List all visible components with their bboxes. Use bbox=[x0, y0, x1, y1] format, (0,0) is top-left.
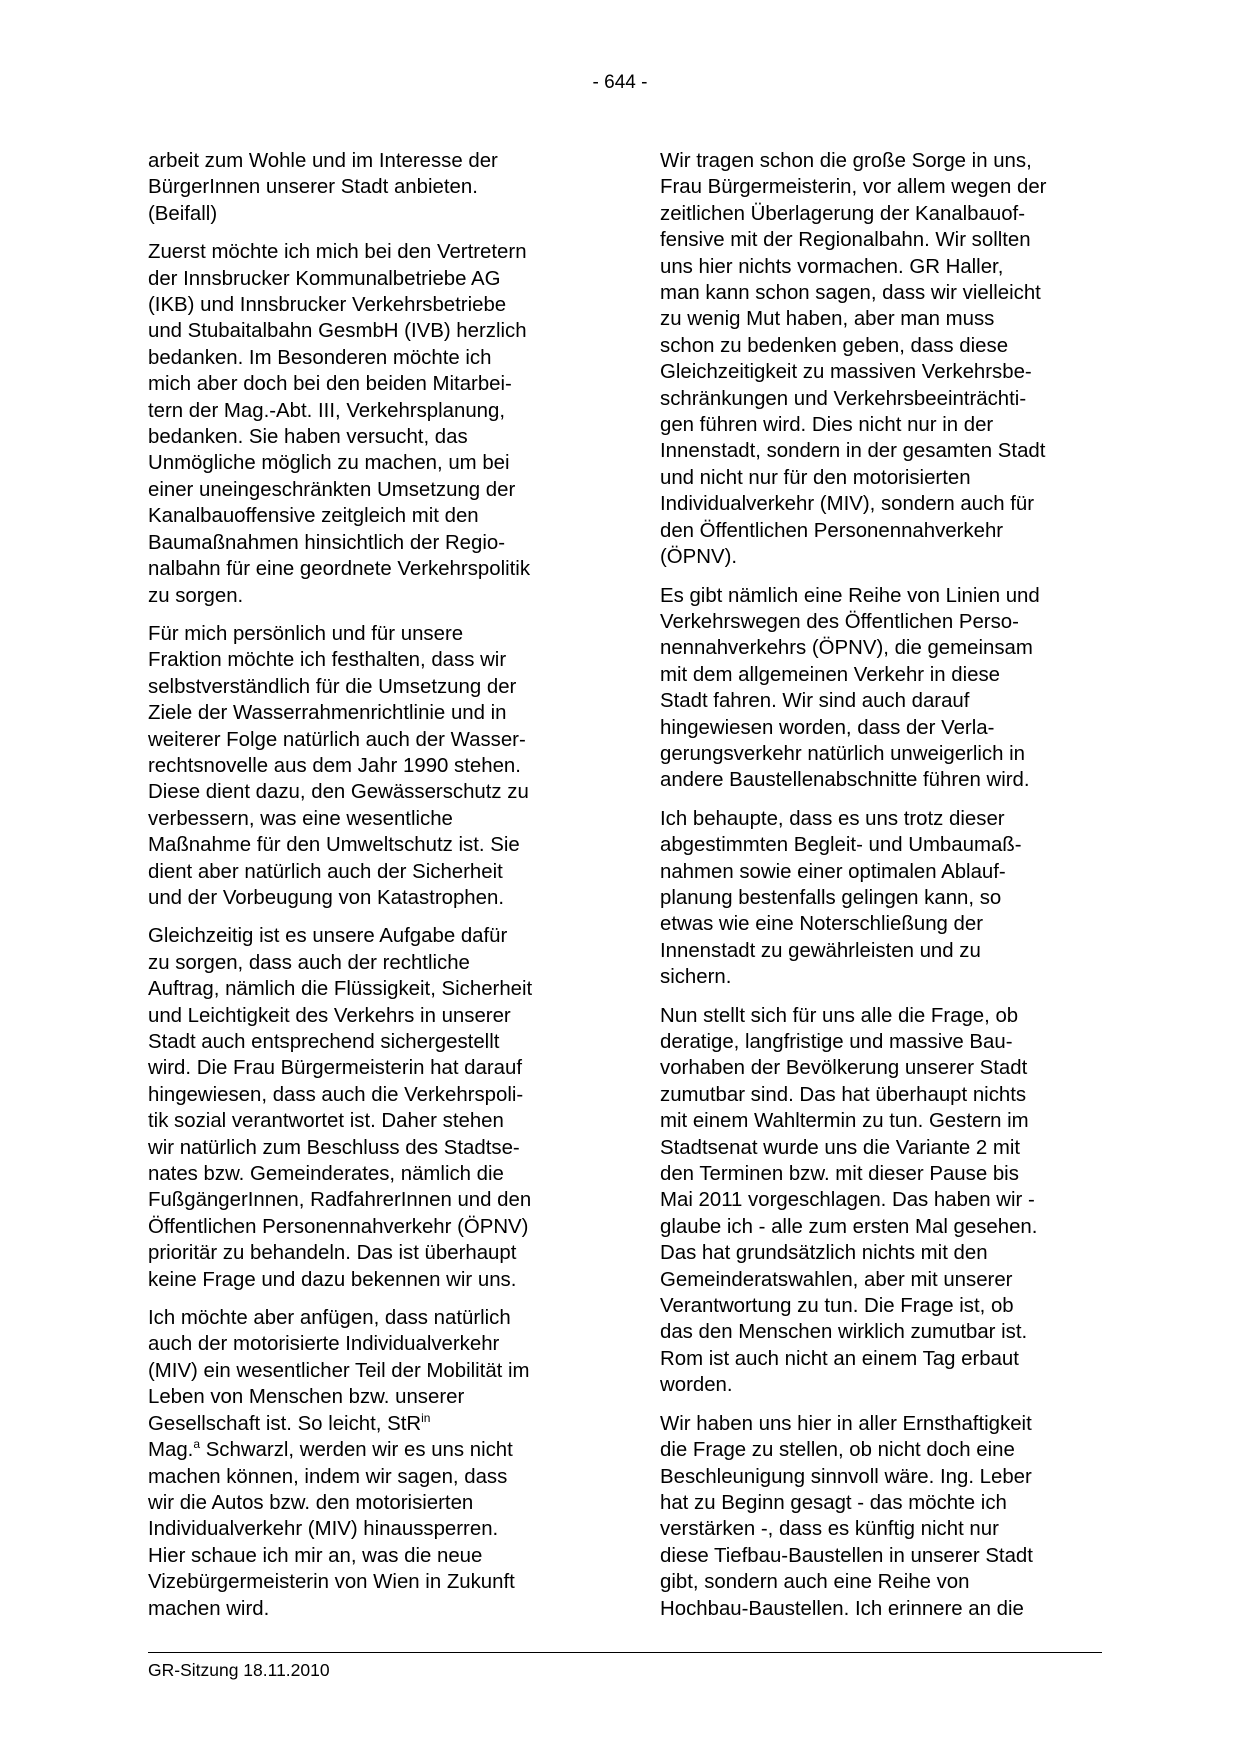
right-paragraph-4: Nun stellt sich für uns alle die Frage, ob deratige, langfristige und massive Bau- vorhaben der Bevölkerung unserer Stadt zumutbar sind. Das hat überhaupt nichts mit einem Wahltermin zu tun. Gestern im Stadtsenat wurde uns die Variante 2 mit den Terminen bzw. mit dieser Pause bis Mai 2011 vorgeschlagen. Das haben wir - glaube ich - alle zum ersten Mal gesehen. Das hat grundsätzlich nichts mit den Gemeinderatswahlen, aber mit unserer Verantwortung zu tun. Die Frage ist, ob das den Menschen wirklich zumutbar ist. Rom ist auch nicht an einem Tag erbaut worden. bbox=[660, 1004, 1038, 1397]
right-paragraph-1: Wir tragen schon die große Sorge in uns, Frau Bürgermeisterin, vor allem wegen der zeitlichen Überlagerung der Kanalbauof- fensive mit der Regionalbahn. Wir sollten uns hier nichts vormachen. GR Haller, man kann schon sagen, dass wir vielleicht zu wenig Mut haben, aber man muss schon zu bedenken geben, dass diese Gleichzeitigkeit zu massiven Verkehrsbe- schränkungen und Verkehrsbeeinträchti- gen führen wird. Dies nicht nur in der Innenstadt, sondern in der gesamten Stadt und nicht nur für den motorisierten Individualverkehr (MIV), sondern auch für den Öffentlichen Personennahverkehr (ÖPNV). bbox=[660, 150, 1047, 569]
superscript-in: in bbox=[421, 1410, 431, 1425]
left-paragraph-5-part-b: Mag. bbox=[148, 1439, 194, 1462]
left-paragraph-4: Gleichzeitig ist es unsere Aufgabe dafür zu sorgen, dass auch der rechtliche Auftrag, nämlich die Flüssigkeit, Sicherheit und Leichtigkeit des Verkehrs in unserer Stadt auch entsprechend sichergestellt wird. Die Frau Bürgermeisterin hat darauf hingewiesen, dass auch die Verkehrspoli- tik sozial verantwortet ist. Daher stehen wir natürlich zum Beschluss des Stadtse- nates bzw. Gemeinderates, nämlich die FußgängerInnen, RadfahrerInnen und den Öffentlichen Personennahverkehr (ÖPNV) prioritär zu behandeln. Das ist überhaupt keine Frage und dazu bekennen wir uns. bbox=[148, 925, 533, 1291]
footer-divider bbox=[148, 1652, 1102, 1653]
left-paragraph-5-part-c: Schwarzl, werden wir es uns nicht machen können, indem wir sagen, dass wir die Autos bzw. den motorisierten Individualverkehr (MIV) hinaussperren. Hier schaue ich mir an, was die neue Vizebürgermeisterin von Wien in Zukunft machen wird. bbox=[148, 1439, 515, 1620]
left-paragraph-5 bbox=[148, 1305, 594, 1622]
footer-text: GR-Sitzung 18.11.2010 bbox=[148, 1660, 330, 1680]
superscript-a: a bbox=[193, 1437, 201, 1452]
right-paragraph-2: Es gibt nämlich eine Reihe von Linien und Verkehrswegen des Öffentlichen Perso- nennahverkehrs (ÖPNV), die gemeinsam mit dem allgemeinen Verkehr in diese Stadt fahren. Wir sind auch darauf hingewiesen worden, dass der Verla- gerungsverkehr natürlich unweigerlich in andere Baustellenabschnitte führen wird. bbox=[660, 584, 1040, 792]
right-paragraph-5: Wir haben uns hier in aller Ernsthaftigkeit die Frage zu stellen, ob nicht doch eine Beschleunigung sinnvoll wäre. Ing. Leber hat zu Beginn gesagt - das möchte ich verstärken -, dass es künftig nicht nur diese Tiefbau-Baustellen in unserer Stadt gibt, sondern auch eine Reihe von Hochbau-Baustellen. Ich erinnere an die bbox=[660, 1412, 1033, 1620]
left-paragraph-3: Für mich persönlich und für unsere Fraktion möchte ich festhalten, dass wir selbstverständlich für die Umsetzung der Ziele der Wasserrahmenrichtlinie und in weiterer Folge natürlich auch der Wasser- rechtsnovelle aus dem Jahr 1990 stehen. Diese dient dazu, den Gewässerschutz zu verbessern, was eine wesentliche Maßnahme für den Umweltschutz ist. Sie dient aber natürlich auch der Sicherheit und der Vorbeugung von Katastrophen. bbox=[148, 622, 529, 909]
left-paragraph-2: Zuerst möchte ich mich bei den Vertretern der Innsbrucker Kommunalbetriebe AG (IKB) und Innsbrucker Verkehrsbetriebe und Stubaitalbahn GesmbH (IVB) herzlich bedanken. Im Besonderen möchte ich mich aber doch bei den beiden Mitarbei- tern der Mag.-Abt. III, Verkehrsplanung, bedanken. Sie haben versucht, das Unmögliche möglich zu machen, um bei einer uneingeschränkten Umsetzung der Kanalbauoffensive zeitgleich mit den Baumaßnahmen hinsichtlich der Regio- nalbahn für eine geordnete Verkehrspolitik zu sorgen. bbox=[148, 241, 531, 607]
left-column bbox=[148, 148, 594, 1634]
right-column bbox=[660, 148, 1106, 1634]
page-number: - 644 - bbox=[592, 72, 648, 93]
right-paragraph-3: Ich behaupte, dass es uns trotz dieser abgestimmten Begleit- und Umbaumaß- nahmen sowie einer optimalen Ablauf- planung bestenfalls gelingen kann, so etwas wie eine Noterschließung der Innenstadt zu gewährleisten und zu sichern. bbox=[660, 807, 1022, 989]
left-paragraph-1: arbeit zum Wohle und im Interesse der BürgerInnen unserer Stadt anbieten. (Beifall) bbox=[148, 150, 498, 225]
left-paragraph-5-part-a: Ich möchte aber anfügen, dass natürlich auch der motorisierte Individualverkehr (MIV) ein wesentlicher Teil der Mobilität im Leben von Menschen bzw. unserer Gesellschaft ist. So leicht, StR bbox=[148, 1307, 530, 1435]
